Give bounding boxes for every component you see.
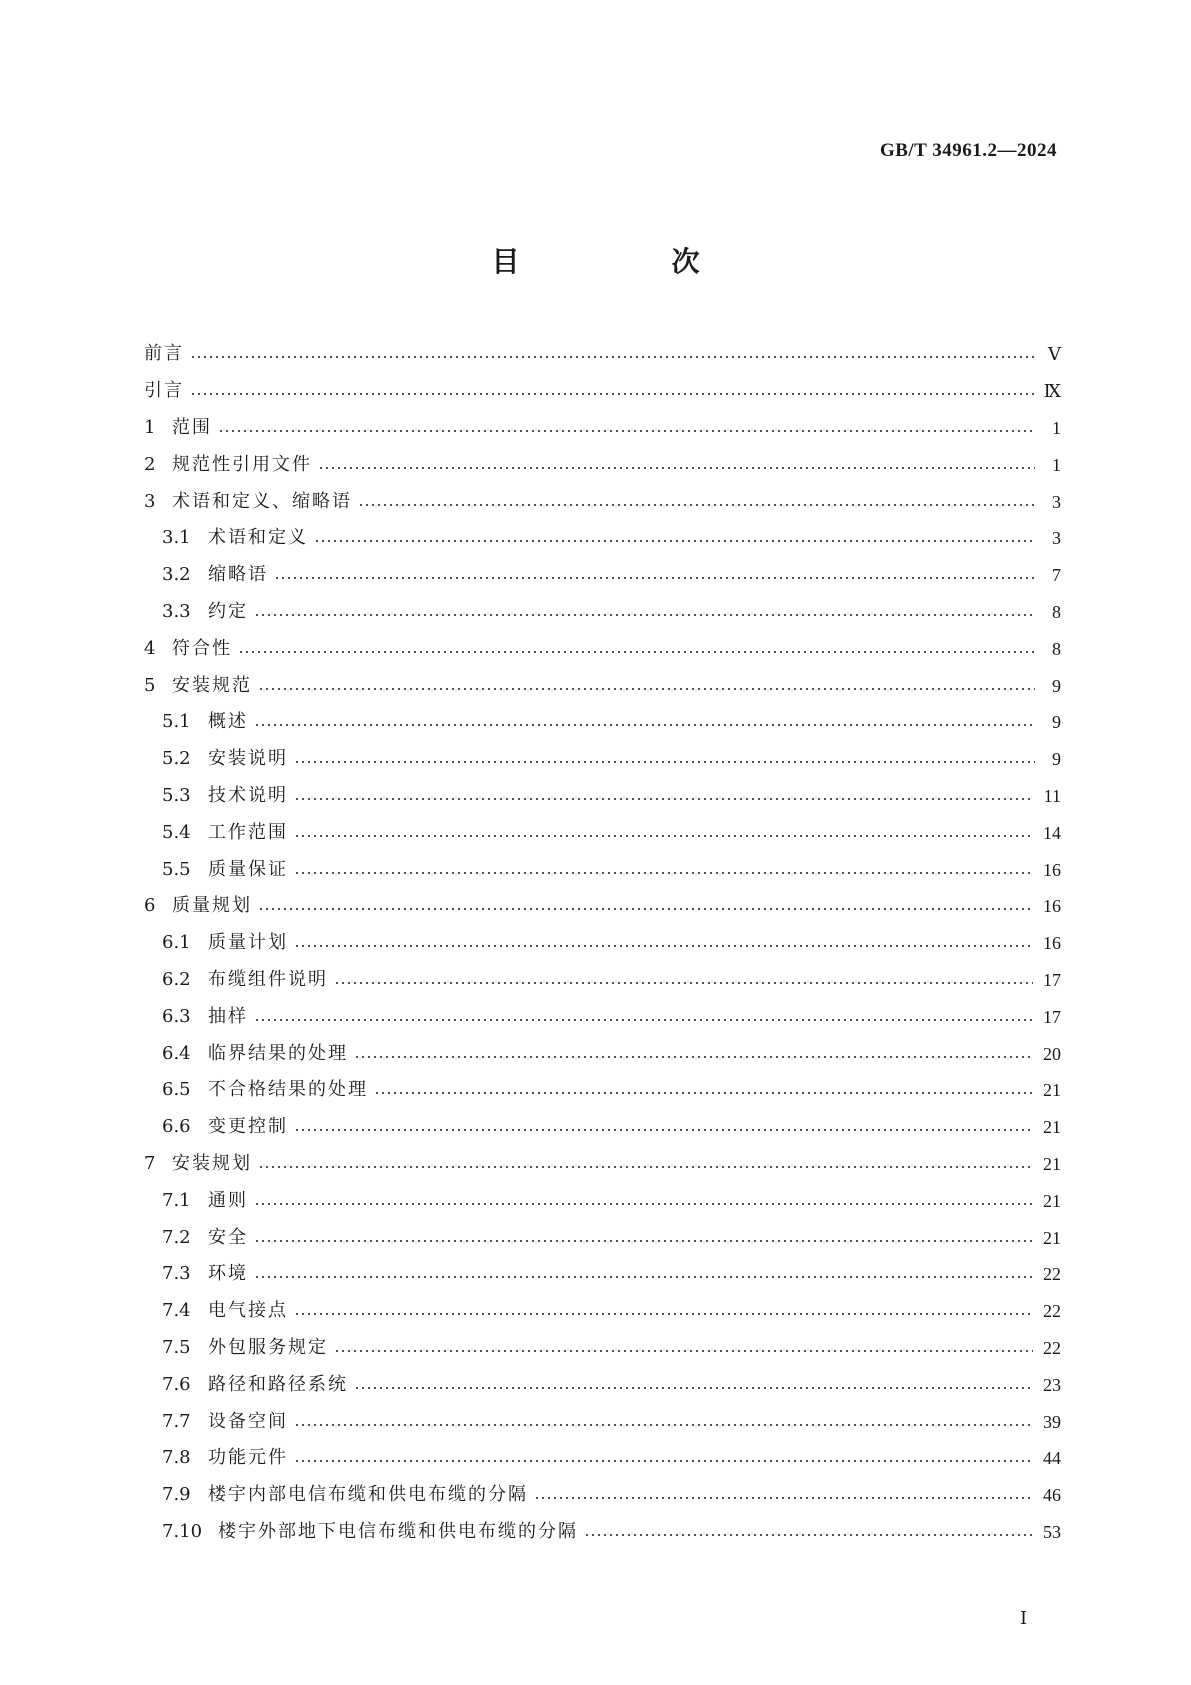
toc-entry[interactable] (144, 704, 1061, 741)
toc-entry-page: 11 (1043, 785, 1061, 806)
toc-entry-number: 7 (144, 1152, 156, 1174)
toc-entry-label: 质量保证 (208, 858, 288, 880)
toc-entry-number: 6.5 (162, 1079, 191, 1101)
toc-entry-label: 术语和定义 (208, 527, 308, 549)
toc-entry-number: 7.7 (162, 1410, 191, 1432)
toc-entry-number: 7.6 (162, 1373, 191, 1395)
toc-entry[interactable] (144, 1293, 1061, 1330)
toc-entry-label: 抽样 (208, 1005, 248, 1027)
toc-entry[interactable] (144, 925, 1061, 962)
toc-entry-page: 17 (1043, 969, 1061, 990)
toc-entry-label: 电气接点 (208, 1300, 288, 1322)
toc-entry-page: 8 (1052, 601, 1061, 622)
toc-entry-number: 3.3 (162, 600, 191, 622)
toc-entry-number: 7.8 (162, 1447, 191, 1469)
toc-entry[interactable] (144, 814, 1061, 851)
toc-entry-label: 安全 (208, 1226, 248, 1248)
toc-entry-number: 5.4 (162, 821, 191, 843)
dot-leader (254, 1019, 1033, 1021)
toc-entry[interactable] (144, 1035, 1061, 1072)
dot-leader (294, 1313, 1033, 1315)
toc-entry[interactable] (144, 557, 1061, 594)
toc-entry-label: 概述 (208, 711, 248, 733)
toc-entry-number: 3.1 (162, 527, 191, 549)
dot-leader (294, 872, 1033, 874)
toc-entry-label: 质量规划 (172, 895, 252, 917)
toc-entry[interactable] (144, 373, 1061, 410)
dot-leader (258, 688, 1035, 690)
toc-entry-label: 缩略语 (208, 564, 268, 586)
toc-entry[interactable] (144, 962, 1061, 999)
toc-entry[interactable] (144, 630, 1061, 667)
toc-entry-page: Ⅴ (1048, 344, 1061, 365)
toc-entry-page: 21 (1043, 1153, 1061, 1174)
dot-leader (294, 1424, 1033, 1426)
dot-leader (254, 724, 1035, 726)
dot-leader (294, 945, 1033, 947)
dot-leader (334, 1350, 1033, 1352)
toc-entry-number: 3 (144, 490, 156, 512)
toc-entry-page: 22 (1043, 1337, 1061, 1358)
toc-entry[interactable] (144, 667, 1061, 704)
dot-leader (534, 1497, 1033, 1499)
dot-leader (258, 1166, 1033, 1168)
toc-entry-label: 规范性引用文件 (172, 453, 312, 475)
toc-entry-number: 5 (144, 674, 156, 696)
toc-entry-page: 9 (1052, 749, 1061, 770)
toc-entry[interactable] (144, 1146, 1061, 1183)
toc-entry-label: 前言 (144, 343, 184, 365)
dot-leader (218, 430, 1035, 432)
toc-entry-label: 不合格结果的处理 (208, 1079, 368, 1101)
toc-entry[interactable] (144, 594, 1061, 631)
toc-entry-page: Ⅸ (1043, 381, 1061, 402)
toc-entry-page: 22 (1043, 1301, 1061, 1322)
dot-leader (354, 1387, 1033, 1389)
toc-entry-page: 21 (1043, 1190, 1061, 1211)
dot-leader (294, 1129, 1033, 1131)
toc-entry[interactable] (144, 1219, 1061, 1256)
toc-entry-label: 安装规划 (172, 1152, 252, 1174)
toc-entry[interactable] (144, 446, 1061, 483)
toc-entry-label: 质量计划 (208, 932, 288, 954)
toc-entry-page: 21 (1043, 1227, 1061, 1248)
toc-entry[interactable] (144, 1477, 1061, 1514)
toc-entry-page: 8 (1052, 638, 1061, 659)
toc-entry-page: 3 (1052, 491, 1061, 512)
dot-leader (190, 356, 1035, 358)
toc-entry[interactable] (144, 1330, 1061, 1367)
toc-entry-number: 7.1 (162, 1189, 191, 1211)
toc-entry[interactable] (144, 998, 1061, 1035)
toc-entry-number: 7.9 (162, 1484, 191, 1506)
toc-entry-number: 6.4 (162, 1042, 191, 1064)
toc-entry-label: 楼宇内部电信布缆和供电布缆的分隔 (208, 1484, 528, 1506)
toc-entry-label: 路径和路径系统 (208, 1373, 348, 1395)
dot-leader (294, 1460, 1033, 1462)
toc-entry-number: 1 (144, 416, 156, 438)
toc-entry-number: 7.10 (162, 1520, 203, 1542)
toc-entry[interactable] (144, 1440, 1061, 1477)
dot-leader (258, 908, 1033, 910)
toc-entry-page: 21 (1043, 1117, 1061, 1138)
page-title: 目 次 (491, 245, 762, 278)
toc-entry-label: 工作范围 (208, 821, 288, 843)
dot-leader (358, 504, 1035, 506)
toc-entry-number: 7.2 (162, 1226, 191, 1248)
toc-entry-number: 5.1 (162, 711, 191, 733)
toc-entry[interactable] (144, 1182, 1061, 1219)
toc-entry-label: 符合性 (172, 637, 232, 659)
toc-entry-label: 范围 (172, 416, 212, 438)
toc-entry-number: 7.5 (162, 1336, 191, 1358)
toc-entry-page: 16 (1043, 933, 1061, 954)
toc-entry-number: 6.2 (162, 968, 191, 990)
toc-entry-page: 14 (1043, 822, 1061, 843)
toc-entry-number: 7.3 (162, 1263, 191, 1285)
toc-entry-page: 39 (1043, 1411, 1061, 1432)
toc-entry[interactable] (144, 1072, 1061, 1109)
dot-leader (354, 1056, 1033, 1058)
toc-entry-label: 临界结果的处理 (208, 1042, 348, 1064)
toc-entry-page: 21 (1043, 1080, 1061, 1101)
toc-entry-label: 约定 (208, 600, 248, 622)
dot-leader (318, 467, 1035, 469)
toc-entry-number: 2 (144, 453, 156, 475)
dot-leader (294, 798, 1034, 800)
toc-entry-number: 3.2 (162, 564, 191, 586)
toc-entry-number: 7.4 (162, 1300, 191, 1322)
toc-entry-label: 通则 (208, 1189, 248, 1211)
dot-leader (254, 1276, 1033, 1278)
toc-entry[interactable] (144, 1109, 1061, 1146)
toc-entry-page: 9 (1052, 712, 1061, 733)
table-of-contents (144, 336, 1061, 1550)
dot-leader (238, 651, 1035, 653)
toc-entry-page: 53 (1043, 1521, 1061, 1542)
toc-entry[interactable] (144, 851, 1061, 888)
toc-entry-label: 楼宇外部地下电信布缆和供电布缆的分隔 (218, 1520, 578, 1542)
toc-entry-number: 6.6 (162, 1116, 191, 1138)
toc-entry-label: 布缆组件说明 (208, 968, 328, 990)
page-number: Ⅰ (1020, 1608, 1028, 1628)
dot-leader (274, 577, 1035, 579)
dot-leader (190, 393, 1034, 395)
toc-entry-page: 22 (1043, 1264, 1061, 1285)
toc-entry[interactable] (144, 741, 1061, 778)
toc-entry[interactable] (144, 1256, 1061, 1293)
toc-entry-page: 9 (1052, 675, 1061, 696)
dot-leader (294, 835, 1033, 837)
dot-leader (254, 614, 1035, 616)
dot-leader (334, 982, 1033, 984)
toc-entry[interactable] (144, 1403, 1061, 1440)
toc-entry[interactable] (144, 1366, 1061, 1403)
dot-leader (584, 1534, 1033, 1536)
toc-entry-page: 17 (1043, 1006, 1061, 1027)
toc-entry-label: 引言 (144, 380, 184, 402)
toc-entry-page: 1 (1052, 417, 1061, 438)
toc-entry-label: 安装说明 (208, 748, 288, 770)
toc-entry-label: 设备空间 (208, 1410, 288, 1432)
toc-entry[interactable] (144, 336, 1061, 373)
toc-entry-page: 16 (1043, 859, 1061, 880)
toc-entry[interactable] (144, 888, 1061, 925)
dot-leader (374, 1092, 1033, 1094)
document-code: GB/T 34961.2—2024 (879, 140, 1057, 161)
dot-leader (314, 540, 1035, 542)
toc-entry-label: 环境 (208, 1263, 248, 1285)
toc-entry-number: 6.3 (162, 1005, 191, 1027)
dot-leader (254, 1240, 1033, 1242)
toc-entry-label: 外包服务规定 (208, 1336, 328, 1358)
toc-entry-label: 变更控制 (208, 1116, 288, 1138)
toc-entry-page: 7 (1052, 565, 1061, 586)
toc-entry-page: 23 (1043, 1374, 1061, 1395)
toc-entry-number: 6 (144, 895, 156, 917)
toc-entry-label: 安装规范 (172, 674, 252, 696)
toc-entry-number: 5.5 (162, 858, 191, 880)
toc-entry-page: 3 (1052, 528, 1061, 549)
toc-entry-label: 术语和定义、缩略语 (172, 490, 352, 512)
toc-entry-number: 5.3 (162, 784, 191, 806)
toc-entry-page: 46 (1043, 1485, 1061, 1506)
toc-entry[interactable] (144, 483, 1061, 520)
dot-leader (254, 1203, 1033, 1205)
toc-entry-page: 20 (1043, 1043, 1061, 1064)
toc-entry[interactable] (144, 410, 1061, 447)
toc-entry[interactable] (144, 778, 1061, 815)
toc-entry-label: 技术说明 (208, 784, 288, 806)
toc-entry-page: 1 (1052, 454, 1061, 475)
toc-entry-page: 44 (1043, 1448, 1061, 1469)
toc-entry-label: 功能元件 (208, 1447, 288, 1469)
toc-entry-number: 6.1 (162, 932, 191, 954)
dot-leader (294, 761, 1035, 763)
toc-entry[interactable] (144, 520, 1061, 557)
toc-entry-number: 4 (144, 637, 156, 659)
toc-entry-number: 5.2 (162, 748, 191, 770)
toc-entry[interactable] (144, 1514, 1061, 1551)
toc-entry-page: 16 (1043, 896, 1061, 917)
